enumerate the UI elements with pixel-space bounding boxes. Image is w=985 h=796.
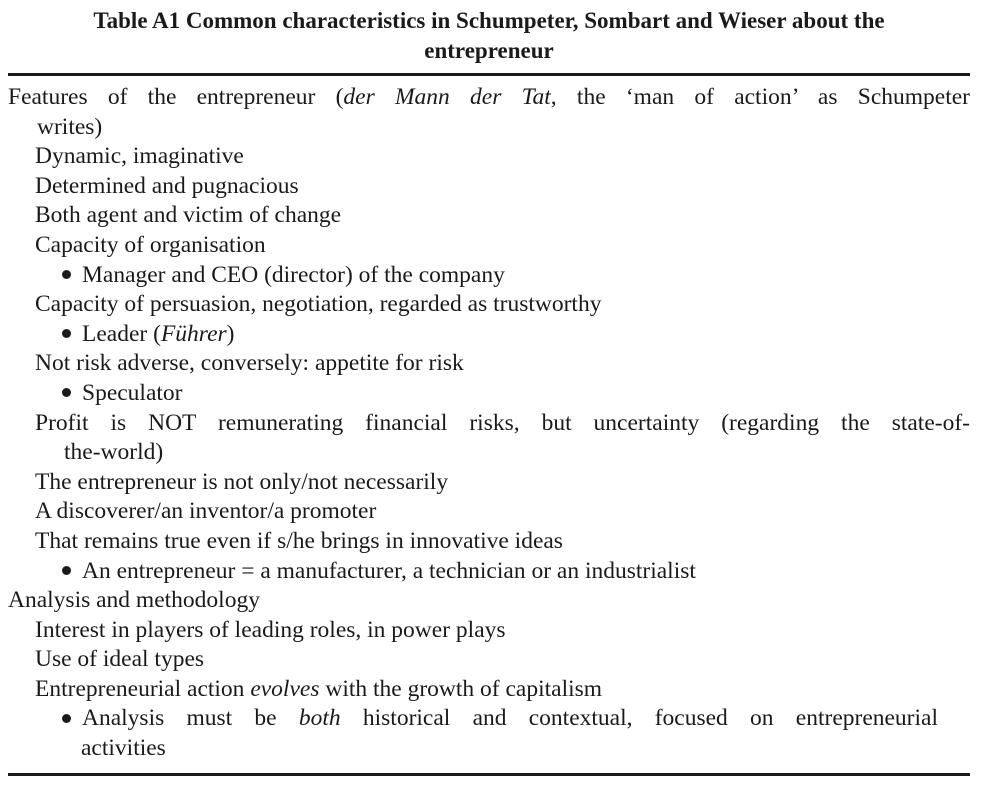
bullet-icon [62, 261, 82, 291]
bullet-icon [62, 704, 82, 734]
table-row: the-world) [64, 439, 164, 466]
table-row: The entrepreneur is not only/not necessarily [35, 468, 449, 495]
table-row: Analysis and methodology [8, 587, 260, 614]
table-row: Capacity of organisation [35, 231, 266, 258]
table-row: Dynamic, imaginative [35, 143, 244, 170]
table-row: Not risk adverse, conversely: appetite for risk [35, 350, 464, 377]
bullet-icon [62, 379, 82, 409]
table-row: Both agent and victim of change [35, 202, 342, 229]
table-row: Analysis must be both historical and contextual, focused on entrepreneurial [8, 704, 970, 734]
table-top-rule [8, 73, 970, 76]
table-row: Determined and pugnacious [35, 172, 299, 199]
table-row: A discoverer/an inventor/a promoter [35, 498, 377, 525]
bullet-icon [62, 557, 82, 587]
table-row: Use of ideal types [35, 646, 205, 673]
table-row: activities [81, 735, 166, 762]
table-row: Speculator [8, 379, 970, 409]
table-row: Capacity of persuasion, negotiation, regarded as trustworthy [35, 291, 602, 318]
table-row: Leader (Führer) [8, 320, 970, 350]
table-row: Features of the entrepreneur (der Mann der Tat, the ‘man of action’ as Schumpeter [8, 84, 970, 110]
table-row: That remains true even if s/he brings in innovative ideas [35, 527, 563, 554]
table-row: Profit is NOT remunerating financial risks, but uncertainty (regarding the state-of- [35, 409, 970, 436]
table-row: writes) [37, 113, 103, 140]
table-caption [8, 6, 970, 66]
table-row: Entrepreneurial action evolves with the growth of capitalism [35, 675, 603, 702]
table-bottom-rule [8, 773, 970, 776]
caption-line-1: Table A1 Common characteristics in Schumpeter, Sombart and Wieser about the [93, 8, 885, 33]
caption-line-2: entrepreneur [424, 38, 554, 63]
table-body [8, 83, 970, 764]
bullet-icon [62, 320, 82, 350]
table-row: Manager and CEO (director) of the company [8, 261, 970, 291]
table-row: Interest in players of leading roles, in power plays [35, 616, 506, 643]
table-row: An entrepreneur = a manufacturer, a technician or an industrialist [8, 557, 970, 587]
